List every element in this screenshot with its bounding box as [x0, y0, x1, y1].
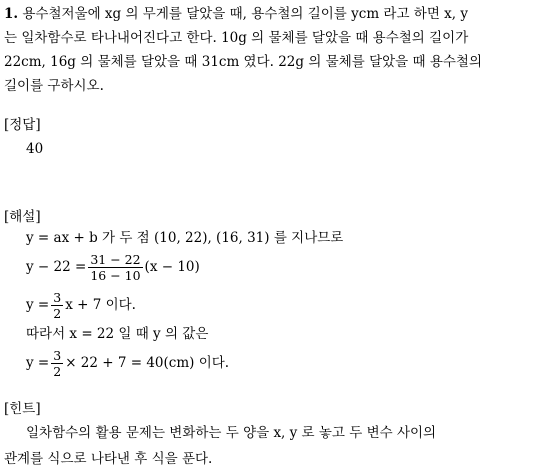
- answer-value: 40: [26, 141, 44, 157]
- problem-line-1: [4, 2, 531, 26]
- problem-line-3: 22cm, 16g 의 물체를 달았을 때 31cm 였다. 22g 의 물체를 달았을 때 용수철의: [4, 54, 482, 70]
- hint-label: [힌트]: [4, 401, 41, 417]
- solution-eq-1: [4, 228, 531, 248]
- fraction-numerator: 31 − 22: [90, 251, 141, 267]
- answer-label: [정답]: [4, 117, 41, 133]
- fraction-numerator: 3: [53, 347, 62, 363]
- solution-eq-5-fraction: [51, 348, 63, 379]
- solution-eq-2: [4, 248, 531, 286]
- solution-eq-5: [4, 344, 531, 382]
- solution-eq-3-right: x + 7 이다.: [65, 297, 136, 313]
- solution-eq-3-left: y =: [26, 297, 50, 313]
- problem-number: 1.: [4, 6, 19, 22]
- answer-section: [4, 114, 531, 162]
- solution-eq-2-left: y − 22 =: [26, 259, 87, 275]
- fraction-denominator: 2: [53, 363, 62, 379]
- solution-eq-5-left: y =: [26, 355, 50, 371]
- spacer: [4, 162, 531, 190]
- solution-eq-3-fraction: [51, 290, 63, 321]
- hint-line-1: 일차함수의 활용 문제는 변화하는 두 양을 x, y 로 놓고 두 변수 사이의: [26, 425, 437, 441]
- solution-eq-2-right: (x − 10): [144, 259, 200, 275]
- solution-eq-5-right: × 22 + 7 = 40(cm) 이다.: [65, 355, 230, 371]
- solution-eq-4: [4, 324, 531, 344]
- fraction-denominator: 16 − 10: [90, 267, 141, 283]
- problem-block: [4, 2, 531, 98]
- solution-eq-1-text: y = ax + b 가 두 점 (10, 22), (16, 31) 를 지나므로: [26, 230, 344, 246]
- hint-section: [4, 398, 531, 472]
- solution-label: [해설]: [4, 209, 41, 225]
- fraction-numerator: 3: [53, 289, 62, 305]
- hint-line-2: 관계를 식으로 나타낸 후 식을 푼다.: [4, 451, 213, 467]
- solution-eq-3: [4, 286, 531, 324]
- solution-section: [4, 206, 531, 382]
- solution-eq-2-fraction: [88, 252, 142, 283]
- fraction-denominator: 2: [53, 305, 62, 321]
- solution-eq-4-text: 따라서 x = 22 일 때 y 의 값은: [26, 326, 209, 342]
- problem-line-2: 는 일차함수로 타나내어진다고 한다. 10g 의 물체를 달았을 때 용수철의 길이가: [4, 30, 469, 46]
- problem-text-1: 용수철저울에 xg 의 무게를 달았을 때, 용수철의 길이를 ycm 라고 하면 x, y: [22, 6, 468, 22]
- problem-line-4: 길이를 구하시오.: [4, 78, 104, 94]
